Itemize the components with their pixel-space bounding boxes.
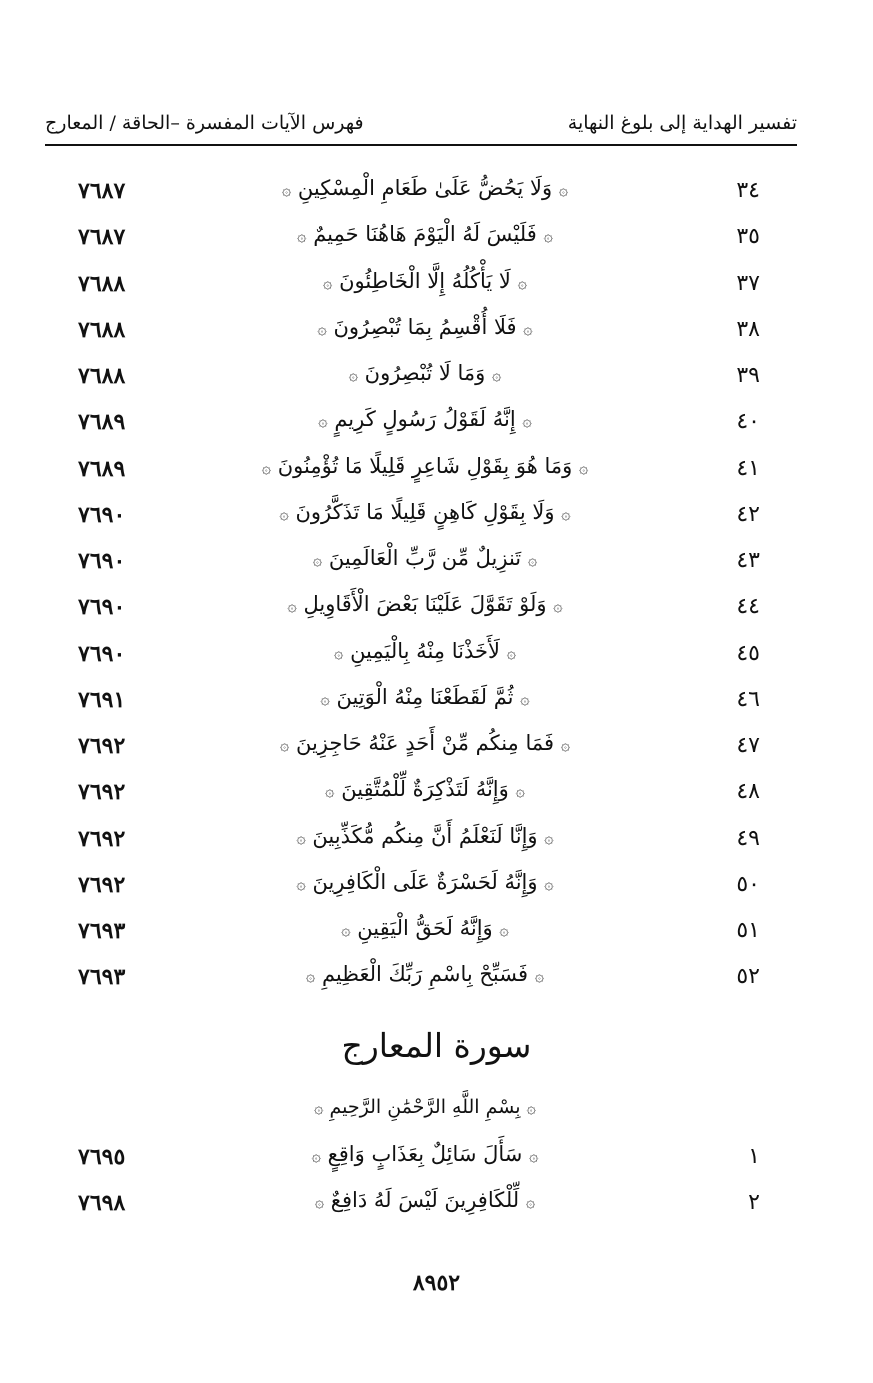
verse-text: وَلَا يَحُضُّ عَلَىٰ طَعَامِ الْمِسْكِينِ [297,176,553,200]
ornament-icon: ۞ [553,596,563,616]
ornament-icon: ۞ [314,1192,325,1212]
verse-text-cell [250,1188,600,1212]
page-reference: ٧٦٩٣ [78,964,126,991]
index-row [0,542,873,588]
verse-text: لَا يَأْكُلُهُ إِلَّا الْخَاطِئُونَ [339,268,511,293]
ornament-icon: ۞ [311,1146,321,1165]
basmala-text: بِسْمِ اللَّهِ الرَّحْمَٰنِ الرَّحِيمِ [329,1096,521,1118]
verse-text: فَسَبِّحْ بِاسْمِ رَبِّكَ الْعَظِيمِ [321,962,529,987]
ornament-icon: ۞ [527,550,538,569]
verse-text: تَنزِيلٌ مِّن رَّبِّ الْعَالَمِينَ [328,546,522,570]
verse-text-cell [250,269,600,293]
ornament-icon: ۞ [522,411,532,431]
verse-text-cell [250,592,600,616]
verse-number: ٤٣ [736,548,760,573]
page-reference: ٧٦٩٢ [78,733,126,759]
verse-number: ٤٤ [736,594,760,620]
index-row [0,727,873,773]
verse-text-cell [250,639,600,663]
verse-text: وَلَا بِقَوْلِ كَاهِنٍ قَلِيلًا مَا تَذَكَّرُونَ [295,499,555,524]
index-row [0,1184,873,1230]
verse-text: وَلَوْ تَقَوَّلَ عَلَيْنَا بَعْضَ الْأَقَاوِيلِ [303,592,547,617]
index-row [0,773,873,819]
verse-text: فَمَا مِنكُم مِّنْ أَحَدٍ عَنْهُ حَاجِزِينَ [295,731,555,755]
page-reference: ٧٦٨٧ [78,224,126,251]
verse-index-list-maarij [0,1138,873,1231]
ornament-icon: ۞ [334,642,344,662]
verse-number: ٤١ [736,455,760,481]
verse-text-cell [250,500,600,524]
ornament-icon: ۞ [281,180,292,199]
page-number: ٨٩٥٢ [412,1270,461,1296]
ornament-icon: ۞ [560,735,571,754]
ornament-icon: ۞ [323,272,333,292]
verse-text-cell [250,777,600,801]
ornament-icon: ۞ [279,735,290,754]
ornament-icon: ۞ [544,873,554,893]
index-row [0,357,873,403]
header-section-title: فهرس الآيات المفسرة –الحاقة / المعارج [45,112,364,134]
verse-text-cell [250,870,600,894]
page-reference: ٧٦٨٩ [78,455,126,482]
verse-text: سَأَلَ سَائِلٌ بِعَذَابٍ وَاقِعٍ [327,1142,523,1166]
page-header [45,104,797,146]
page-reference: ٧٦٩١ [78,686,126,713]
ornament-icon: ۞ [325,781,335,801]
verse-number: ٤٧ [736,733,760,758]
verse-text-cell [250,962,600,986]
page-reference: ٧٦٨٨ [78,270,126,297]
ornament-icon: ۞ [317,318,327,338]
page-reference: ٧٦٩٨ [78,1190,126,1217]
index-row [0,866,873,912]
page-reference: ٧٦٩٣ [78,918,126,944]
index-row [0,588,873,634]
verse-text: فَلَا أُقْسِمُ بِمَا تُبْصِرُونَ [333,314,517,339]
verse-number: ٣٥ [736,224,760,250]
ornament-icon: ۞ [534,966,545,986]
page-reference: ٧٦٨٧ [78,178,126,204]
verse-number: ٥١ [736,918,760,943]
ornament-icon: ۞ [529,1146,539,1165]
verse-text: فَلَيْسَ لَهُ الْيَوْمَ هَاهُنَا حَمِيمٌ [313,222,537,247]
verse-number: ٢ [748,1190,760,1216]
index-row [0,496,873,542]
ornament-icon: ۞ [517,272,527,292]
verse-text: وَمَا لَا تُبْصِرُونَ [364,361,486,385]
ornament-icon: ۞ [287,596,297,616]
index-row [0,403,873,449]
index-row [0,958,873,1004]
index-row [0,635,873,681]
ornament-icon: ۞ [341,920,351,939]
page-reference: ٧٦٨٩ [78,409,126,436]
verse-number: ٣٩ [736,363,760,388]
ornament-icon: ۞ [297,226,307,246]
ornament-icon: ۞ [312,550,323,569]
verse-text: وَإِنَّهُ لَحَقُّ الْيَقِينِ [357,916,493,940]
ornament-icon: ۞ [561,503,571,523]
verse-text-cell [250,685,600,709]
ornament-icon: ۞ [296,873,306,893]
verse-text: وَإِنَّا لَنَعْلَمُ أَنَّ مِنكُم مُّكَذِّبِينَ [312,823,538,848]
ornament-icon: ۞ [296,827,306,847]
ornament-icon: ۞ [526,1098,536,1117]
verse-number: ٣٨ [736,316,760,342]
verse-text: لَأَخَذْنَا مِنْهُ بِالْيَمِينِ [350,638,500,663]
verse-number: ٤٢ [736,501,760,527]
index-row [0,172,873,218]
page-reference: ٧٦٩٠ [78,548,126,574]
ornament-icon: ۞ [558,180,569,199]
verse-number: ٤٨ [736,779,760,805]
verse-number: ٤٩ [736,825,760,851]
verse-number: ٤٦ [736,686,760,712]
page-reference: ٧٦٨٨ [78,316,126,343]
ornament-icon: ۞ [544,827,554,847]
ornament-icon: ۞ [499,920,509,939]
verse-text-cell [250,546,600,570]
ornament-icon: ۞ [318,411,328,431]
header-book-title: تفسير الهداية إلى بلوغ النهاية [567,112,797,134]
index-row [0,912,873,958]
page-reference: ٧٦٩٢ [78,871,126,898]
page-reference: ٧٦٩٠ [78,640,126,667]
page-reference: ٧٦٩٠ [78,501,126,528]
verse-text-cell [250,361,600,385]
index-row [0,820,873,866]
ornament-icon: ۞ [525,1192,536,1212]
verse-number: ٤٠ [736,409,760,435]
verse-text: وَإِنَّهُ لَحَسْرَةٌ عَلَى الْكَافِرِينَ [312,869,538,894]
verse-text-cell [250,454,600,478]
index-row [0,218,873,264]
index-row [0,311,873,357]
verse-number: ٣٤ [736,178,760,203]
verse-number: ٥٠ [736,871,760,897]
ornament-icon: ۞ [261,457,272,477]
page-reference: ٧٦٩٢ [78,779,126,806]
verse-text: وَإِنَّهُ لَتَذْكِرَةٌ لِّلْمُتَّقِينَ [341,777,509,802]
ornament-icon: ۞ [543,226,553,246]
verse-text: وَمَا هُوَ بِقَوْلِ شَاعِرٍ قَلِيلًا مَا تُؤْمِنُونَ [277,453,573,478]
verse-text-cell [250,315,600,339]
verse-text-cell [250,407,600,431]
index-row [0,265,873,311]
verse-text-cell [250,222,600,246]
ornament-icon: ۞ [506,642,516,662]
ornament-icon: ۞ [348,365,358,384]
basmala [250,1096,600,1118]
verse-text-cell [250,176,600,200]
verse-number: ٣٧ [736,270,760,296]
verse-text-cell [250,916,600,940]
ornament-icon: ۞ [523,318,533,338]
verse-number: ٤٥ [736,640,760,666]
page-reference: ٧٦٩٥ [78,1144,126,1170]
verse-text: إِنَّهُ لَقَوْلُ رَسُولٍ كَرِيمٍ [334,407,516,432]
verse-text: لِّلْكَافِرِينَ لَيْسَ لَهُ دَافِعٌ [330,1188,520,1213]
ornament-icon: ۞ [515,781,525,801]
verse-number: ١ [748,1144,760,1169]
ornament-icon: ۞ [305,966,316,986]
ornament-icon: ۞ [520,688,530,708]
verse-text: ثُمَّ لَقَطَعْنَا مِنْهُ الْوَتِينَ [336,684,514,709]
surah-title: سورة المعارج [341,1026,532,1065]
page-reference: ٧٦٩٢ [78,825,126,852]
verse-text-cell [250,824,600,848]
verse-text-cell [250,1142,600,1166]
ornament-icon: ۞ [279,503,289,523]
page-reference: ٧٦٩٠ [78,594,126,621]
index-row [0,450,873,496]
ornament-icon: ۞ [492,365,502,384]
page-reference: ٧٦٨٨ [78,363,126,389]
ornament-icon: ۞ [578,457,589,477]
verse-index-list [0,172,873,1005]
index-row [0,681,873,727]
verse-text-cell [250,731,600,755]
ornament-icon: ۞ [314,1098,324,1117]
ornament-icon: ۞ [320,688,330,708]
verse-number: ٥٢ [736,964,760,990]
index-row [0,1138,873,1184]
